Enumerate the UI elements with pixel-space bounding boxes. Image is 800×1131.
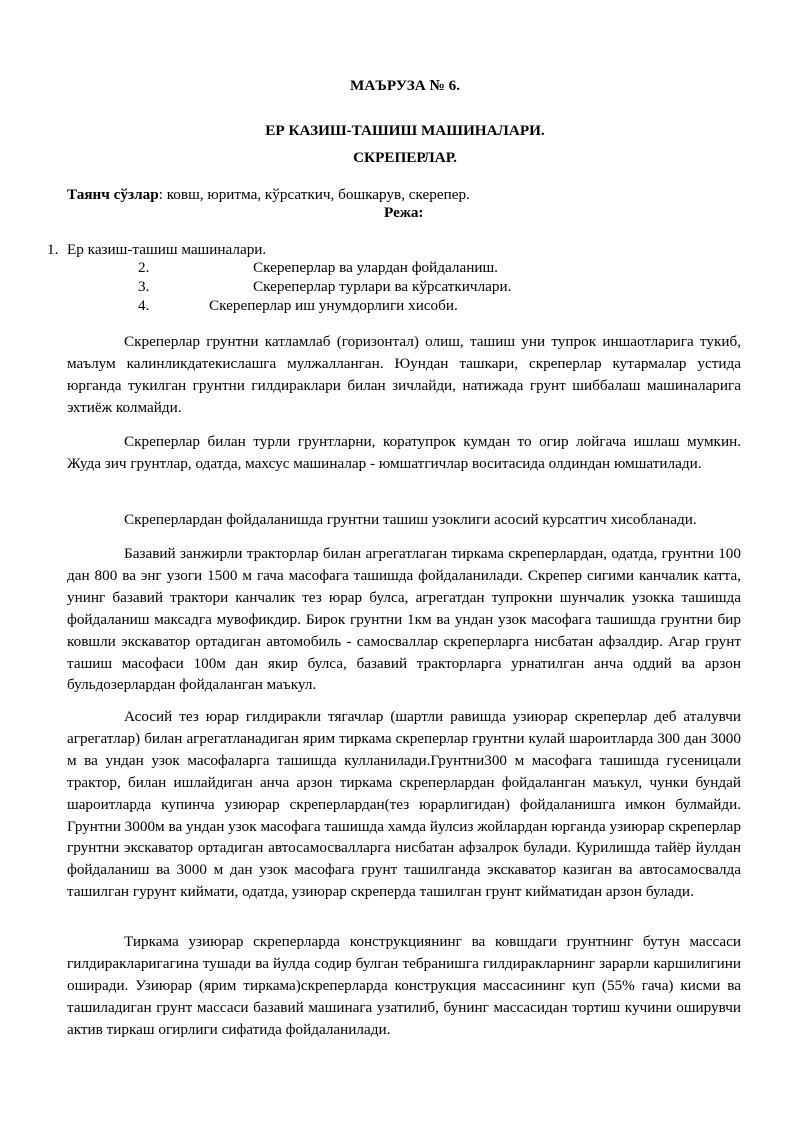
- body-paragraph: Скреперлардан фойдаланишда грунтни ташиш узоклиги асосий курсатгич хисобланади.: [124, 511, 697, 528]
- plan-title: Режа:: [384, 204, 424, 221]
- plan-item-text: Скереперлар турлари ва кўрсаткичлари.: [253, 278, 512, 295]
- plan-item-number: 3.: [138, 278, 150, 295]
- body-paragraph: Скреперлар билан турли грунтларни, коратупрок кумдан то огир лойгача ишлаш мумкин. Жуда зич грунтлар, одатда, махсус машиналар - юмшатгичлар воситасида олдиндан юмшатилади.: [67, 433, 741, 472]
- body-paragraph: Тиркама узиюрар скреперларда конструкциянинг ва ковшдаги грунтнинг бутун массаси гилдиракларигагина тушади ва йулда содир булган тебранишга гилдиракларнинг зарарли каршилигини оширади. Узиюрар (ярим тиркама)скреперларда конструкция массасининг куп (55% гача) кисми ва ташиладиган грунт массаси базавий машинага узатилиб, бунинг массасидан тортиш кучини оширувчи актив тиркаш огирлиги сифатида фойдаланилади.: [67, 933, 741, 1038]
- plan-item: [0, 278, 800, 296]
- body-paragraph: Скреперлар грунтни катламлаб (горизонтал) олиш, ташиш уни тупрок иншаотларига тукиб, маълум калинликдатекислашга мулжалланган. Юундан ташкари, скреперлар кутармалар устида юрганда тукилган грунтни гилдираклари билан зичлайди, натижада грунт шиббалаш машиналарига эхтиёж колмайди.: [67, 333, 741, 416]
- plan-item: [0, 241, 800, 259]
- plan-item-text: Скереперлар иш унумдорлиги хисоби.: [209, 297, 458, 314]
- subtopic-heading: СКРЕПЕРЛАР.: [353, 149, 457, 166]
- plan-item-text: Скереперлар ва улардан фойдаланиш.: [253, 259, 498, 276]
- keywords-line: [67, 186, 470, 204]
- plan-item-number: 1.: [47, 241, 59, 258]
- plan-item-text: Ер казиш-ташиш машиналари.: [67, 241, 267, 258]
- keywords-text: : ковш, юритма, кўрсаткич, бошкарув, скерепер.: [158, 186, 470, 203]
- plan-item: [0, 259, 800, 277]
- body-paragraph: Базавий занжирли тракторлар билан агрегатлаган тиркама скреперлардан, одатда, грунтни 100 дан 800 ва энг узоги 1500 м гача масофага ташишда фойдаланилади. Скрепер сигими канчалик катта, унинг базавий трактори канчалик тез юрар булса, агрегатдан тупрокни шунчалик узокка ташишда фойдаланиш максадга мувофикдир. Бирок грунтни 1км ва ундан узок масофага ташишда грунтни бир ковшли экскаватор ортадиган автомобиль - самосваллар скреперларга нисбатан афзалдир. Агар грунт ташиш масофаси 100м дан якир булса, базавий тракторларга урнатилган анча оддий ва арзон бульдозерлардан фойдаланган маъкул.: [67, 545, 741, 694]
- plan-item: [0, 297, 800, 315]
- plan-item-number: 2.: [138, 259, 150, 276]
- topic-heading: ЕР КАЗИШ-ТАШИШ МАШИНАЛАРИ.: [265, 122, 545, 139]
- body-paragraph: Асосий тез юрар гилдиракли тягачлар (шартли равишда узиюрар скреперлар деб аталувчи агрегатлар) билан агрегатланадиган ярим тиркама скреперлар грунтни кулай шароитларда 300 дан 3000 м ва ундан узок масофаларга ташишда кулланилади.Грунтни300 м масофага ташишда гусеницали трактор, билан ишлайдиган анча арзон тиркама скреперлардан фойдаланган маъкул, чунки бундай шароитларда купинча узиюрар скреперлардан(тез юрарлигидан) фойдаланишга имкон булмайди. Грунтни 3000м ва ундан узок масофага ташишда хамда йулсиз жойлардан юрганда узиюрар скреперлар грунтни экскаватор ортадиган автосамосвалларга нисбатан афзалрок булади. Курилишда тайёр йулдан фойдаланиш ва 3000 м дан узок масофага грунт ташилганда экскаватор казиган ва автосамосвалда ташилган гурунт киймати, одатда, узиюрар скреперда ташилган грунт кийматидан арзон булади.: [67, 708, 741, 901]
- keywords-label: Таянч сўзлар: [67, 186, 159, 203]
- lecture-heading: МАЪРУЗА № 6.: [350, 77, 460, 94]
- plan-item-number: 4.: [138, 297, 150, 314]
